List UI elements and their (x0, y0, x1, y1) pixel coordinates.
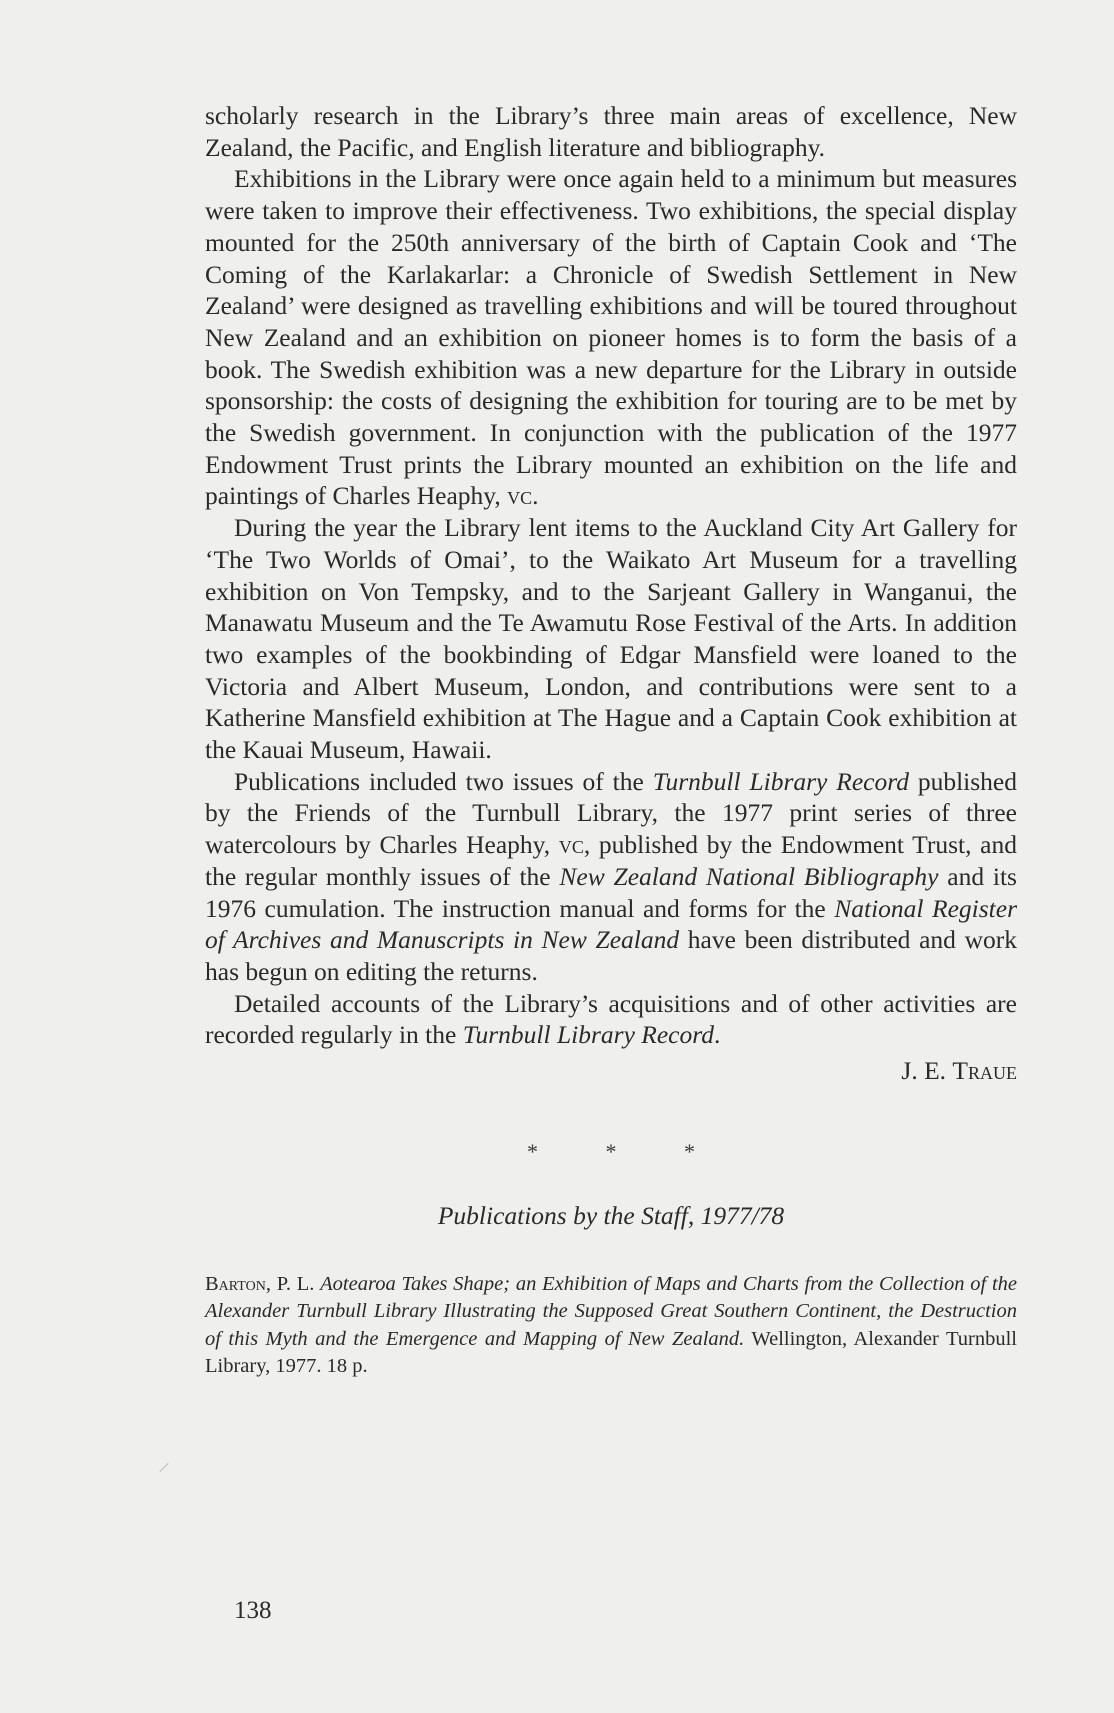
page-number: 138 (234, 1597, 272, 1624)
body-paragraph (205, 512, 1017, 766)
text-run: , published by the Endowment Trust, and the regular monthly issues of the (205, 830, 1017, 891)
text-run: , P. L. (265, 1272, 321, 1295)
stray-pencil-mark (159, 1463, 168, 1472)
text-run: Detailed accounts of the Library’s acquisitions and of other activities are recorded regularly in the (205, 988, 1017, 1050)
italic-title-text: Turnbull Library Record (462, 1020, 714, 1050)
italic-title-text: New Zealand National Bibliography (559, 861, 939, 891)
section-separator (205, 1139, 1017, 1165)
separator-asterisk: * (605, 1138, 617, 1164)
small-caps-text: vc (507, 481, 533, 511)
separator-asterisk: * (684, 1138, 695, 1164)
text-run: Publications included two issues of the (234, 766, 653, 796)
text-run: and its 1976 cumulation. The instruction manual and forms for the (205, 861, 1017, 923)
text-run: have been distributed and work has begun on editing the returns. (205, 925, 1017, 986)
small-caps-text: Barton (205, 1272, 266, 1295)
text-run: scholarly research in the Library’s three main areas of excellence, New Zealand, the Pacific, and English literature and bibliography. (205, 101, 1017, 162)
bibliography-list (205, 1271, 1017, 1381)
text-run: During the year the Library lent items to the Auckland City Art Gallery for ‘The Two Worlds of Omai’, to the Waikato Art Museum for a travelling exhibition on Von Tempsky, and to the Sarjeant Gallery in Wanganui, the Manawatu Museum and the Te Awamutu Rose Festival of the Arts. In addition two examples of the bookbinding of Edgar Mansfield were loaned to the Victoria and Albert Museum, London, and contributions were sent to a Katherine Mansfield exhibition at The Hague and a Captain Cook exhibition at the Kauai Museum, Hawaii. (205, 513, 1017, 765)
signature-initials: J. E. (901, 1056, 953, 1086)
italic-title-text: Aotearoa Takes Shape; an Exhibition of Maps and Charts from the Collection of the Alexander Turnbull Library Illustrating the Supposed Great Southern Continent, the Destruction of this Myth and the Emergence and Mapping of New Zealand. (205, 1272, 1017, 1350)
body-paragraph (205, 766, 1017, 988)
italic-title-text: National Register of Archives and Manuscripts in New Zealand (205, 893, 1017, 955)
body-paragraph (205, 100, 1017, 163)
body-text (205, 100, 1017, 1051)
text-run: . (532, 481, 539, 511)
page-body (205, 100, 1017, 1381)
body-paragraph (205, 163, 1017, 512)
text-run: . (713, 1020, 721, 1050)
small-caps-text: vc (558, 830, 584, 860)
italic-title-text: Turnbull Library Record (652, 766, 909, 796)
text-run: Exhibitions in the Library were once again held to a minimum but measures were taken to improve their effectiveness. Two exhibitions, the special display mounted for the 250th anniversary of the birth of Captain Cook and ‘The Coming of the Karlakarlar: a Chronicle of Swedish Settlement in New Zealand’ were designed as travelling exhibitions and will be toured throughout New Zealand and an exhibition on pioneer homes is to form the basis of a book. The Swedish exhibition was a new departure for the Library in outside sponsorship: the costs of designing the exhibition for touring are to be met by the Swedish government. In conjunction with the publication of the 1977 Endowment Trust prints the Library mounted an exhibition on the life and paintings of Charles Heaphy, (205, 164, 1017, 511)
bibliography-entry (205, 1271, 1017, 1381)
text-run: published by the Friends of the Turnbull Library, the 1977 print series of three watercolours by Charles Heaphy, (205, 766, 1017, 860)
section-title: Publications by the Staff, 1977/78 (437, 1200, 785, 1230)
author-signature (205, 1055, 1017, 1087)
text-run: Wellington, Alexander Turnbull Library, 1977. 18 p. (205, 1327, 1017, 1378)
body-paragraph (205, 988, 1017, 1051)
signature-surname: Traue (952, 1056, 1017, 1086)
separator-asterisk: * (527, 1138, 538, 1164)
